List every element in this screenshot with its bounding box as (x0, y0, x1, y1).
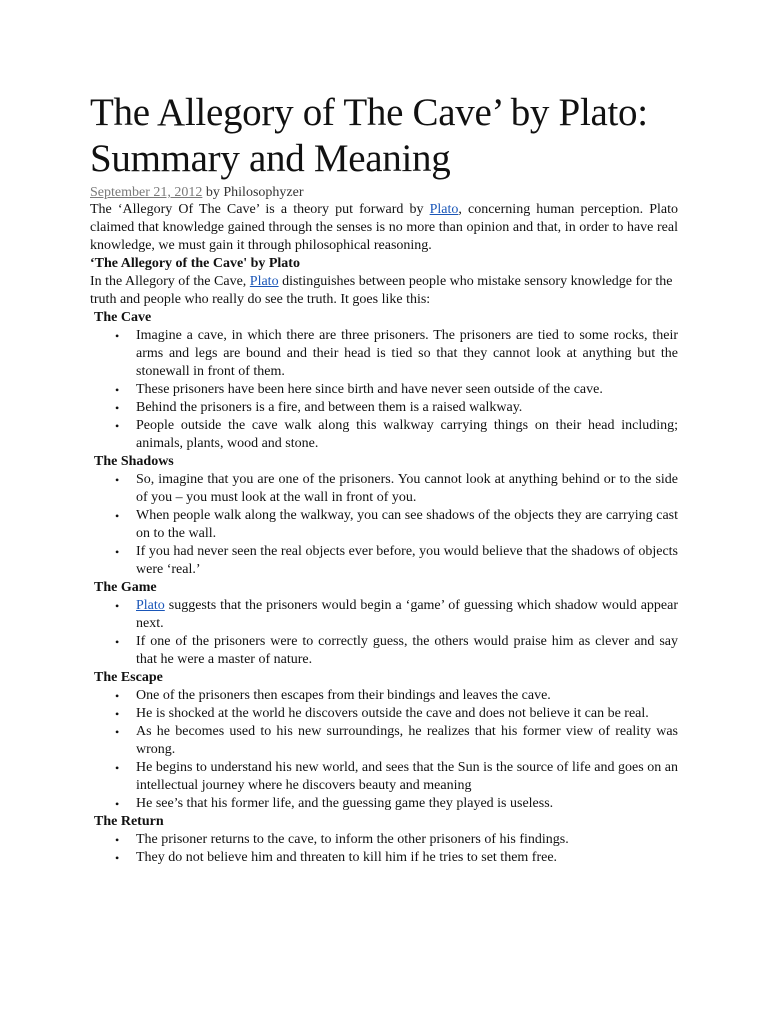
byline (90, 184, 678, 201)
list-item (115, 723, 678, 759)
list-item (115, 399, 678, 417)
list-item-text: If you had never seen the real objects ever before, you would believe that the shadows of objects were ‘real.’ (136, 544, 678, 577)
bullet-icon: • (115, 725, 120, 739)
list-item-text: He is shocked at the world he discovers outside the cave and does not believe it can be real. (136, 706, 649, 721)
list-item (115, 381, 678, 399)
list-item-text: People outside the cave walk along this walkway carrying things on their head including; animals, plants, wood and stone. (136, 418, 678, 451)
bullet-icon: • (115, 851, 120, 865)
list-item-text: Imagine a cave, in which there are three prisoners. The prisoners are tied to some rocks, their arms and legs are bound and their head is tied so that they cannot look at anything but the stonewall in front of them. (136, 328, 678, 379)
author-name: Philosophyzer (223, 185, 304, 200)
bullet-icon: • (115, 707, 120, 721)
article-title: The Allegory of The Cave’ by Plato: Summary and Meaning (90, 91, 648, 180)
bullet-icon: • (115, 419, 120, 433)
list-item (115, 795, 678, 813)
bullet-icon: • (115, 635, 120, 649)
bullet-icon: • (115, 689, 120, 703)
list-item (115, 849, 678, 867)
list-item-text: When people walk along the walkway, you can see shadows of the objects they are carrying cast on to the wall. (136, 508, 678, 541)
list-item-text: Behind the prisoners is a fire, and between them is a raised walkway. (136, 400, 523, 415)
list-item (115, 327, 678, 381)
list-item-text: These prisoners have been here since birth and have never seen outside of the cave. (136, 382, 603, 397)
list-item-text: As he becomes used to his new surroundings, he realizes that his former view of reality was wrong. (136, 724, 678, 757)
list-item (115, 597, 678, 633)
section-heading-shadows: The Shadows (94, 454, 174, 469)
second-paragraph (90, 273, 678, 309)
section-heading-escape: The Escape (94, 670, 163, 685)
para2-text-2: distinguishes between people who mistake sensory knowledge for the truth and people who really do see the truth. It goes like this: (90, 274, 673, 307)
list-item (115, 759, 678, 795)
list-item-text: They do not believe him and threaten to kill him if he tries to set them free. (136, 850, 558, 865)
list-item (115, 705, 678, 723)
list-item-text: suggests that the prisoners would begin a ‘game’ of guessing which shadow would appear next. (136, 598, 678, 631)
bullet-icon: • (115, 473, 120, 487)
bullet-icon: • (115, 545, 120, 559)
section-heading-return: The Return (94, 814, 164, 829)
list-item (115, 633, 678, 669)
intro-paragraph (90, 201, 678, 255)
section-heading-game: The Game (94, 580, 157, 595)
list-item-text: He see’s that his former life, and the guessing game they played is useless. (136, 796, 554, 811)
list-item (115, 471, 678, 507)
list-item (115, 417, 678, 453)
cave-list (90, 327, 678, 453)
bullet-icon: • (115, 401, 120, 415)
intro-text-1: The ‘Allegory Of The Cave’ is a theory put forward by (90, 202, 430, 217)
intro-text-2: , concerning human perception. Plato claimed that knowledge gained through the senses is no more than opinion and that, in order to have real knowledge, we must gain it through philosophical reasoning. (90, 202, 678, 253)
plato-link-2[interactable]: Plato (249, 274, 279, 289)
bullet-icon: • (115, 509, 120, 523)
plato-link-1[interactable]: Plato (429, 202, 459, 217)
game-list (90, 597, 678, 669)
bullet-icon: • (115, 797, 120, 811)
escape-list (90, 687, 678, 813)
bullet-icon: • (115, 329, 120, 343)
return-list (90, 831, 678, 867)
bullet-icon: • (115, 833, 120, 847)
list-item-text: So, imagine that you are one of the prisoners. You cannot look at anything behind or to the side of you – you must look at the wall in front of you. (136, 472, 678, 505)
para2-text-1: In the Allegory of the Cave, (90, 274, 250, 289)
list-item-text: The prisoner returns to the cave, to inform the other prisoners of his findings. (136, 832, 569, 847)
list-item (115, 543, 678, 579)
section-heading-cave: The Cave (94, 310, 152, 325)
list-item (115, 687, 678, 705)
plato-link-3[interactable]: Plato (136, 598, 165, 613)
bullet-icon: • (115, 599, 120, 613)
list-item (115, 507, 678, 543)
bullet-icon: • (115, 383, 120, 397)
list-item (115, 831, 678, 849)
list-item-text: One of the prisoners then escapes from their bindings and leaves the cave. (136, 688, 551, 703)
shadows-list (90, 471, 678, 579)
post-date-link[interactable]: September 21, 2012 (90, 185, 203, 200)
list-item-text: If one of the prisoners were to correctly guess, the others would praise him as clever and say that he were a master of nature. (136, 634, 678, 667)
allegory-subheading: ‘The Allegory of the Cave' by Plato (90, 256, 300, 271)
bullet-icon: • (115, 761, 120, 775)
list-item-text: He begins to understand his new world, and sees that the Sun is the source of life and goes on an intellectual journey where he discovers beauty and meaning (136, 760, 678, 793)
byline-by: by (205, 185, 220, 200)
